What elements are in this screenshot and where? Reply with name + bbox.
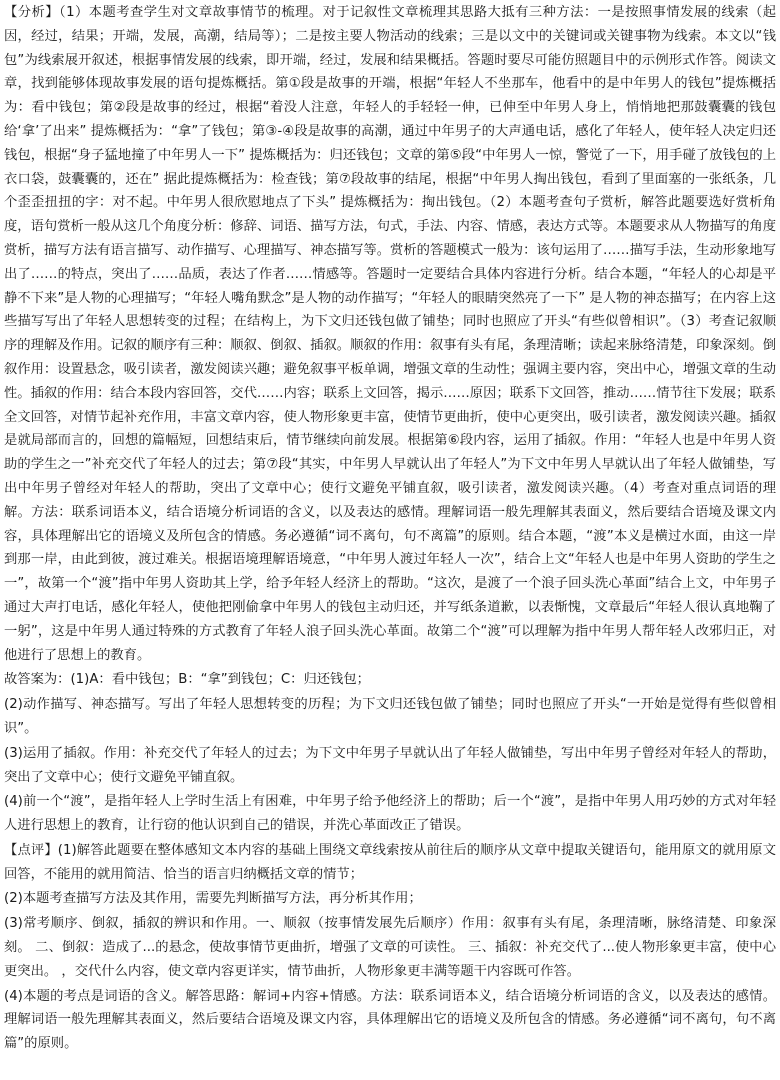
analysis-paragraph: 【分析】（1）本题考查学生对文章故事情节的梳理。对于记叙性文章梳理其思路大抵有三种方法：一是按照事情发展的线索（起因，经过，结果；开端，发展，高潮，结局等）；二是按主要人物活动的线索；三是以文中的关键词或关键事物为线索。本文以“钱包”为线索展开叙述，根据事情发展的线索，即开端，经过，发展和结果概括。答题时要尽可能仿照题目中的示例形式作答。阅读文章，找到能够体现故事发展的语句提炼概括。第①段是故事的开端，根据“年轻人不坐那车，他看中的是中年男人的钱包”提炼概括为：看中钱包；第②段是故事的经过，根据“着没人注意，年轻人的手轻轻一伸，已伸至中年男人身上，悄悄地把那鼓囊囊的钱包给‘拿’了出来” 提炼概括为：“拿”了钱包；第③-④段是故事的高潮，通过中年男子的大声通电话，感化了年轻人，使年轻人决定归还钱包，根据“身子猛地撞了中年男人一下” 提炼概括为：归还钱包；文章的第⑤段“中年男人一惊，警觉了一下，用手碰了放钱包的上衣口袋，鼓囊囊的，还在” 据此提炼概括为：检查钱；第⑦段故事的结尾，根据“中年男人掏出钱包，看到了里面塞的一张纸条，几个歪歪扭扭的字：对不起。中年男人很欣慰地点了下头” 提炼概括为：掏出钱包。（2）本题考查句子赏析，解答此题要选好赏析角度，语句赏析一般从这几个角度分析：修辞、词语、描写方法，句式，手法、内容、情感，表达方式等。本题要求从人物描写的角度赏析，描写方法有语言描写、动作描写、心理描写、神态描写等。赏析的答题模式一般为：该句运用了……描写手法，生动形象地写出了……的特点，突出了……品质，表达了作者……情感等。答题时一定要结合具体内容进行分析。结合本题，“年轻人的心却是平静不下来”是人物的心理描写；“年轻人嘴角默念”是人物的动作描写；“年轻人的眼睛突然亮了一下” 是人物的神态描写；在内容上这些描写写出了年轻人思想转变的过程；在结构上，为下文归还钱包做了铺垫；同时也照应了开头“有些似曾相识”。（3）考查记叙顺序的理解及作用。记叙的顺序有三种：顺叙、倒叙、插叙。顺叙的作用：叙事有头有尾，条理清晰；读起来脉络清楚，印象深刻。倒叙作用：设置悬念，吸引读者，激发阅读兴趣；避免叙事平板单调，增强文章的生动性；强调主要内容，突出中心，增强文章的生动性。插叙的作用：结合本段内容回答，交代……内容；联系上文回答，揭示……原因；联系下文回答，推动……情节往下发展；联系全文回答，对情节起补充作用，丰富文章内容，使人物形象更丰富，使情节更曲折，使中心更突出，吸引读者，激发阅读兴趣。插叙是就局部而言的，回想的篇幅短，回想结束后，情节继续向前发展。根据第⑥段内容，运用了插叙。作用：“年轻人也是中年男人资助的学生之一”补充交代了年轻人的过去；第⑦段“其实，中年男人早就认出了年轻人”为下文中年男人早就认出了年轻人做铺垫，写出中年男子曾经对年轻人的帮助，突出了文章中心；使行文避免平铺直叙，吸引读者，激发阅读兴趣。（4）考查对重点词语的理解。方法：联系词语本义，结合语境分析词语的含义，以及表达的感情。理解词语一般先理解其表面义，然后要结合语境及课文内容，具体理解出它的语境义及所包含的情感。务必遵循“词不离句，句不离篇”的原则。结合本题，“渡”本义是横过水面，由这一岸到那一岸，由此到彼，渡过难关。根据语境理解语境意，“中年男人渡过年轻人一次”，结合上文“年轻人也是中年男人资助的学生之一”，故第一个“渡”指中年男人资助其上学，给予年轻人经济上的帮助。“这次，是渡了一个浪子回头洗心革面”结合上文，中年男子通过大声打电话，感化年轻人，使他把刚偷拿中年男人的钱包主动归还，并写纸条道歉，以表惭愧，文章最后“年轻人很认真地鞠了一躬”，这是中年男人通过特殊的方式教育了年轻人浪子回头洗心革面。故第二个“渡”可以理解为指中年男人帮年轻人改邪归正，对他进行了思想上的教育。 [4,5,776,663]
answer-item-2: (2)动作描写、神态描写。写出了年轻人思想转变的历程；为下文归还钱包做了铺垫；同时也照应了开头“一开始是觉得有些似曾相识”。 [4,697,776,736]
comment-item-3: (3)常考顺序、倒叙，插叙的辨识和作用。一、顺叙（按事情发展先后顺序）作用：叙事有头有尾，条理清晰，脉络清楚、印象深刻。 二、倒叙：造成了...的悬念，使故事情节更曲折，增强了文章的可读性。 三、插叙：补充交代了...使人物形象更丰富，使中心更突出。 ，交代什么内容，使文章内容更详实，情节曲折，人物形象更丰满等题干内容既可作答。 [4,916,776,979]
answer-intro: 故答案为：(1)A：看中钱包；B：“拿”到钱包；C：归还钱包； [4,672,370,688]
comment-item-2: (2)本题考查描写方法及其作用，需要先判断描写方法，再分析其作用； [4,891,422,907]
answer-item-3: (3)运用了插叙。作用：补充交代了年轻人的过去；为下文中年男子早就认出了年轻人做铺垫，写出中年男子曾经对年轻人的帮助，突出了文章中心；使行文避免平铺直叙。 [4,745,776,785]
comment-item-4: (4)本题的考点是词语的含义。解答思路：解词+内容+情感。方法：联系词语本义，结合语境分析词语的含义，以及表达的感情。理解词语一般先理解其表面义，然后要结合语境及课文内容，具体理解出它的语境义及所包含的情感。务必遵循“词不离句，句不离篇”的原则。 [4,988,776,1052]
answer-item-4: (4)前一个“渡”，是指年轻人上学时生活上有困难，中年男子给予他经济上的帮助；后一个“渡”，是指中年男人用巧妙的方式对年轻人进行思想上的教育，让行窃的他认识到自己的错误，并洗心革面改正了错误。 [4,794,776,834]
comment-intro: 【点评】(1)解答此题要在整体感知文本内容的基础上围绕文章线索按从前往后的顺序从文章中提取关键语句，能用原文的就用原文回答，不能用的就用简洁、恰当的语言归纳概括文章的情节； [4,842,776,882]
